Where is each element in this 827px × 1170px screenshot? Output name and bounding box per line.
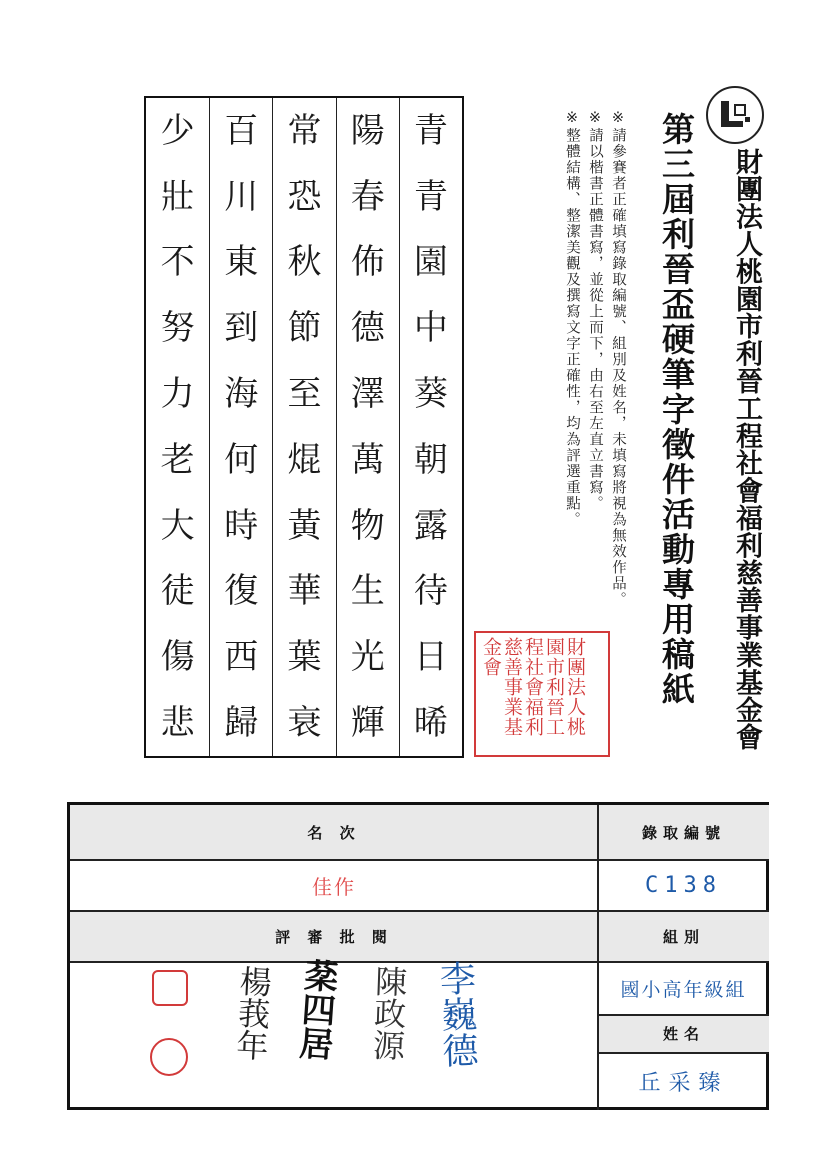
calligraphy-grid [144, 96, 464, 758]
grid-column [146, 98, 209, 756]
grid-column [336, 98, 399, 756]
grid-cell: 華 [287, 571, 322, 612]
grid-cell: 葉 [287, 637, 322, 678]
grid-cell: 衰 [287, 703, 322, 744]
rank-header: 名 次 [70, 805, 598, 859]
grid-cell: 青 [413, 176, 448, 217]
name-value: 丘采臻 [638, 1071, 729, 1096]
grid-cell: 光 [350, 637, 385, 678]
grid-cell: 生 [350, 571, 385, 612]
grid-cell: 德 [350, 308, 385, 349]
grid-cell: 海 [224, 374, 259, 415]
grid-cell: 露 [413, 505, 448, 546]
reviewer-signature: 陳政源 [367, 964, 409, 1062]
grid-cell: 中 [413, 308, 448, 349]
grid-cell: 焜 [287, 439, 322, 480]
grid-cell: 春 [350, 176, 385, 217]
grid-cell: 物 [350, 505, 385, 546]
seal-text: 財團法人桃園市利晉工程社會福利慈善事業基金會 [480, 637, 586, 737]
reviewer-signature: 棻四居 [291, 956, 339, 1062]
reviewer-seal-icon [152, 970, 188, 1006]
grid-cell: 晞 [413, 703, 448, 744]
grid-cell: 佈 [350, 242, 385, 283]
grid-cell: 萬 [350, 439, 385, 480]
grid-cell: 少 [160, 110, 195, 151]
grid-cell: 待 [413, 571, 448, 612]
grid-cell: 秋 [287, 242, 322, 283]
grid-cell: 力 [160, 374, 195, 415]
grid-column [272, 98, 335, 756]
grid-cell: 不 [160, 242, 195, 283]
grid-cell: 澤 [350, 374, 385, 415]
rank-value: 佳作 [312, 874, 356, 899]
code-value: C138 [645, 872, 722, 898]
grid-cell: 傷 [160, 637, 195, 678]
reviewer-signature: 楊莪年 [230, 964, 274, 1062]
table-divider [598, 1014, 769, 1016]
grid-cell: 復 [224, 571, 259, 612]
review-header: 評 審 批 閱 [70, 911, 598, 961]
grid-cell: 黃 [287, 505, 322, 546]
grid-cell: 時 [224, 505, 259, 546]
foundation-logo-icon [706, 86, 764, 144]
grid-cell: 徒 [160, 571, 195, 612]
grid-cell: 葵 [413, 374, 448, 415]
grid-cell: 悲 [160, 703, 195, 744]
grid-cell: 至 [287, 374, 322, 415]
grid-cell: 壯 [160, 176, 195, 217]
grid-cell: 恐 [287, 176, 322, 217]
grid-cell: 輝 [350, 703, 385, 744]
group-header: 組別 [599, 911, 769, 961]
grid-cell: 東 [224, 242, 259, 283]
instruction-note-2: ※請以楷書正體書寫，並從上而下，由右至左直立書寫。 [587, 110, 603, 512]
reviewer-signature: 李巍德 [433, 959, 479, 1069]
grid-cell: 朝 [413, 439, 448, 480]
grid-cell: 何 [224, 439, 259, 480]
reviewer-seal-icon [150, 1038, 188, 1076]
grid-column [209, 98, 272, 756]
grid-cell: 努 [160, 308, 195, 349]
name-header: 姓名 [599, 1015, 769, 1052]
grid-cell: 百 [224, 110, 259, 151]
grid-cell: 大 [160, 505, 195, 546]
grid-cell: 歸 [224, 703, 259, 744]
grid-cell: 川 [224, 176, 259, 217]
table-divider [70, 910, 769, 912]
grid-column [399, 98, 462, 756]
code-header: 錄取編號 [599, 805, 769, 859]
foundation-name: 財團法人桃園市利晉工程社會福利慈善事業基金會 [731, 148, 762, 751]
grid-cell: 老 [160, 439, 195, 480]
foundation-seal [474, 631, 610, 757]
grid-cell: 日 [413, 637, 448, 678]
page-title: 第三屆利晉盃硬筆字徵件活動專用稿紙 [657, 112, 696, 707]
group-value: 國小高年級組 [620, 978, 747, 1001]
grid-cell: 常 [287, 110, 322, 151]
grid-cell: 節 [287, 308, 322, 349]
grid-cell: 園 [413, 242, 448, 283]
grid-cell: 陽 [350, 110, 385, 151]
grid-cell: 西 [224, 637, 259, 678]
instruction-note-1: ※請參賽者正確填寫錄取編號、組別及姓名，未填寫將視為無效作品。 [610, 110, 626, 608]
grid-cell: 青 [413, 110, 448, 151]
instruction-note-3: ※整體結構、整潔美觀及撰寫文字正確性，均為評選重點。 [564, 110, 580, 528]
grid-cell: 到 [224, 308, 259, 349]
